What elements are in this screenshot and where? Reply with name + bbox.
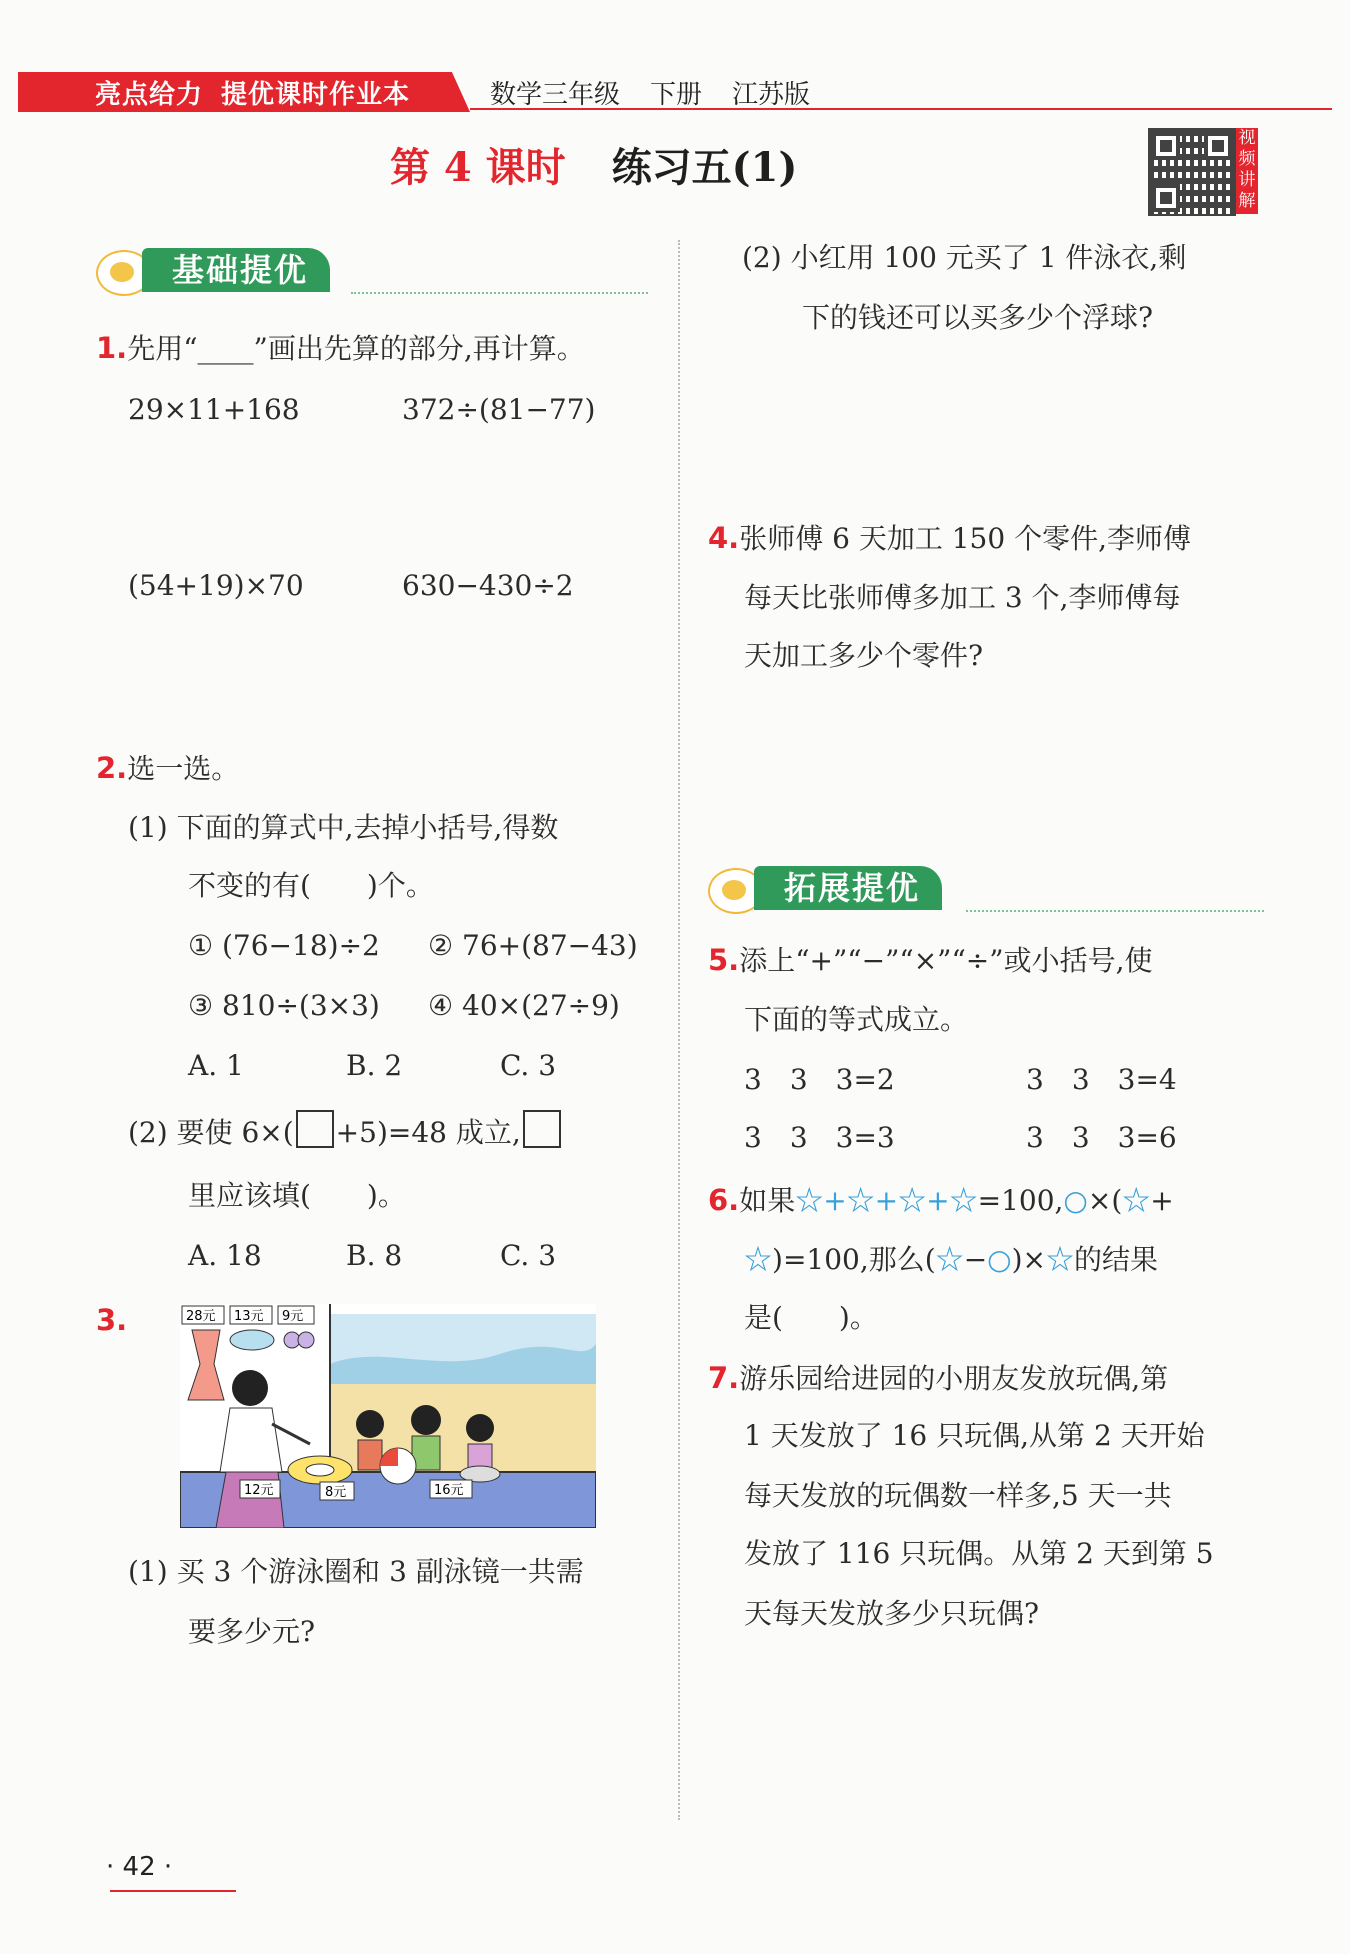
choice-a: A. 18 [188,1239,262,1272]
equation: 3 3 3=4 [1026,1063,1177,1096]
header-brand [95,74,428,111]
question-7-line1: 游乐园给进园的小朋友发放玩偶,第 [739,1362,1169,1395]
option-2: ② 76+(87−43) [428,929,638,962]
lesson-title [390,136,797,193]
choice-b: B. 8 [346,1239,403,1272]
question-4 [708,518,1191,559]
option-3: ③ 810÷(3×3) [188,989,380,1022]
question-5-line2: 下面的等式成立。 [744,1003,969,1036]
price-tag [240,1480,280,1498]
question-6-line2 [744,1240,1158,1280]
q2-part2-line2: 里应该填( )。 [188,1179,406,1212]
question-2-text: 选一选。 [127,752,240,785]
choice-b: B. 2 [346,1049,403,1082]
svg-text:13元: 13元 [234,1309,264,1324]
choice-c: C. 3 [500,1239,557,1272]
svg-text:8元: 8元 [325,1485,347,1500]
question-number: 7. [708,1361,740,1395]
svg-text:16元: 16元 [434,1483,464,1498]
answer-box[interactable] [296,1110,334,1148]
svg-text:12元: 12元 [244,1483,274,1498]
lesson-name: 练习五(1) [611,144,798,191]
question-7-line3: 每天发放的玩偶数一样多,5 天一共 [744,1479,1172,1512]
question-5-line1: 添上“+”“−”“×”“÷”或小括号,使 [739,944,1153,977]
equation: 3 3 3=6 [1026,1121,1177,1154]
q2-part1-line2: 不变的有( )个。 [188,869,434,902]
q2-part1-line1: (1) 下面的算式中,去掉小括号,得数 [128,811,559,844]
video-explanation-tag[interactable]: 视频讲解 [1236,128,1258,214]
star-icon: ☆ [744,1243,773,1276]
expression: (54+19)×70 [128,569,304,602]
section-extended [708,866,1264,912]
equation: 3 3 3=3 [744,1121,895,1154]
section-basic-title: 基础提优 [142,248,330,292]
svg-text:28元: 28元 [186,1309,216,1324]
q2-part2-line1 [128,1110,563,1153]
brand-series: 提优课时作业本 [221,80,411,110]
question-6 [708,1180,1174,1221]
question-1-text: 先用“____”画出先算的部分,再计算。 [127,332,585,365]
question-number: 6. [708,1183,740,1217]
q2-part2-text-a: (2) 要使 6×( [128,1116,294,1149]
swim-cap-icon [230,1330,274,1350]
option-1: ① (76−18)÷2 [188,929,380,962]
svg-text:9元: 9元 [282,1309,304,1324]
q6-text: )=100,那么( [772,1243,936,1276]
q6-text: 如果 [739,1184,796,1217]
star-icon: ☆ [935,1243,964,1276]
book-edition: 江苏版 [732,80,811,110]
q6-text: ×( [1087,1184,1123,1217]
question-4-line3: 天加工多少个零件? [744,639,984,672]
q3-part2-line1: (2) 小红用 100 元买了 1 件泳衣,剩 [742,241,1187,274]
question-4-line1: 张师傅 6 天加工 150 个零件,李师傅 [739,522,1191,555]
section-basic [96,248,648,294]
qr-code-icon[interactable] [1148,128,1236,216]
question-number: 5. [708,943,740,977]
q3-part1-line2: 要多少元? [188,1615,316,1648]
star-icon: ☆ [1045,1243,1074,1276]
book-volume: 下册 [650,80,703,110]
q3-part1-line1: (1) 买 3 个游泳圈和 3 副泳镜一共需 [128,1555,584,1588]
question-7-line4: 发放了 116 只玩偶。从第 2 天到第 5 [744,1537,1214,1570]
question-7-line2: 1 天发放了 16 只玩偶,从第 2 天开始 [744,1419,1205,1452]
question-4-line2: 每天比张师傅多加工 3 个,李师傅每 [744,581,1181,614]
question-7-line5: 天每天发放多少只玩偶? [744,1597,1040,1630]
star-sum: ☆+☆+☆+☆ [795,1184,978,1217]
page-number: · 42 · [106,1852,173,1882]
price-tag [230,1306,272,1324]
header-book-info [490,74,840,111]
price-tag [182,1306,224,1324]
price-tag [278,1306,314,1324]
q6-text: =100, [977,1184,1064,1217]
option-4: ④ 40×(27÷9) [428,989,620,1022]
question-number: 2. [96,751,128,785]
question-7 [708,1358,1168,1399]
price-tag [320,1482,354,1500]
q6-text: − [963,1243,988,1276]
q3-part2-line2: 下的钱还可以买多少个浮球? [802,301,1154,334]
question-number: 3. [96,1303,128,1337]
answer-box[interactable] [523,1110,561,1148]
choice-c: C. 3 [500,1049,557,1082]
price-tag [430,1480,472,1498]
expression: 372÷(81−77) [402,393,596,426]
q6-text: + [1150,1184,1174,1217]
question-5 [708,940,1152,981]
q6-text: )× [1011,1243,1046,1276]
section-extended-title: 拓展提优 [754,866,942,910]
page-number-rule [110,1890,236,1892]
question-2 [96,748,239,789]
choice-a: A. 1 [188,1049,244,1082]
column-divider [678,240,680,1820]
q6-text: 的结果 [1074,1243,1159,1276]
book-subject: 数学三年级 [490,80,621,110]
question-3 [96,1300,127,1341]
question-number: 4. [708,521,740,555]
star-icon: ☆ [1122,1184,1151,1217]
question-1 [96,328,585,369]
brand-name: 亮点给力 [95,80,204,110]
question-number: 1. [96,331,128,365]
q2-part2-text-b: +5)=48 成立, [335,1116,521,1149]
equation: 3 3 3=2 [744,1063,895,1096]
circle-icon: ○ [987,1243,1012,1276]
question-6-line3: 是( )。 [744,1301,878,1334]
expression: 29×11+168 [128,393,300,426]
circle-icon: ○ [1063,1184,1088,1217]
expression: 630−430÷2 [402,569,574,602]
swim-shop-illustration [180,1304,596,1528]
lesson-number: 第 4 课时 [390,144,566,191]
